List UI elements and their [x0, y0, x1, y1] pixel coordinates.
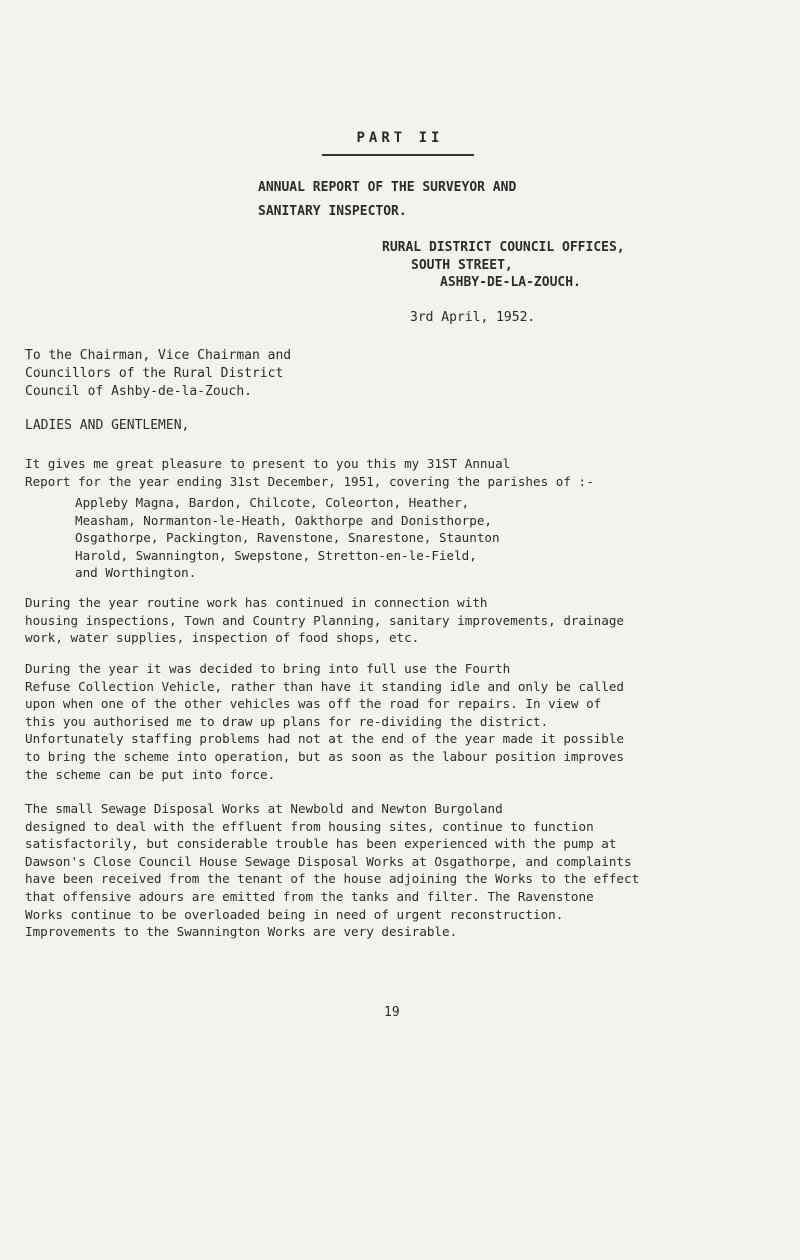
- recipient-line3: Council of Ashby-de-la-Zouch.: [25, 384, 252, 399]
- salutation: LADIES AND GENTLEMEN,: [25, 418, 190, 433]
- address-line3: ASHBY-DE-LA-ZOUCH.: [440, 275, 581, 290]
- page-number: 19: [384, 1005, 400, 1020]
- sewage-works-paragraph: The small Sewage Disposal Works at Newbold and Newton Burgoland designed to deal with the effluent from housing sites, continue to function satisfactorily, but considerable trouble has been experienced with the pump at Dawson's Close Council House Sewage Disposal Works at Osgathorpe, and complaints have been received from the tenant of the house adjoining the Works to the effect that offensive adours are emitted from the tanks and filter. The Ravenstone Works continue to be overloaded being in need of urgent reconstruction. Improvements to the Swannington Works are very desirable.: [25, 801, 640, 940]
- intro-paragraph: It gives me great pleasure to present to you this my 31ST Annual Report for the year ending 31st December, 1951, covering the parishes of :-: [25, 456, 594, 489]
- routine-work-paragraph: During the year routine work has continued in connection with housing inspections, Town and Country Planning, sanitary improvements, drainage work, water supplies, inspection of food shops, etc.: [25, 595, 624, 646]
- report-title-line2: SANITARY INSPECTOR.: [258, 204, 407, 219]
- refuse-collection-paragraph: During the year it was decided to bring into full use the Fourth Refuse Collection Vehicle, rather than have it standing idle and only be called upon when one of the other vehicles was off the road for repairs. In view of this you authorised me to draw up plans for re-dividing the district. Unfortunately staffing problems had not at the end of the year made it possible to bring the scheme into operation, but as soon as the labour position improves the scheme can be put into force.: [25, 661, 624, 782]
- recipient-line2: Councillors of the Rural District: [25, 366, 284, 381]
- address-line1: RURAL DISTRICT COUNCIL OFFICES,: [382, 240, 625, 255]
- recipient-line1: To the Chairman, Vice Chairman and: [25, 348, 292, 363]
- parish-list: Appleby Magna, Bardon, Chilcote, Coleorton, Heather, Measham, Normanton-le-Heath, Oakthorpe and Donisthorpe, Osgathorpe, Packington, Ravenstone, Snarestone, Staunton Harold, Swannington, Swepstone, Stretton-en-le-Field, and Worthington.: [75, 495, 500, 581]
- letter-date: 3rd April, 1952.: [410, 310, 536, 325]
- address-line2: SOUTH STREET,: [411, 258, 513, 273]
- part-heading: PART II: [356, 130, 444, 146]
- report-title-line1: ANNUAL REPORT OF THE SURVEYOR AND: [258, 180, 517, 195]
- heading-underline: [322, 154, 474, 156]
